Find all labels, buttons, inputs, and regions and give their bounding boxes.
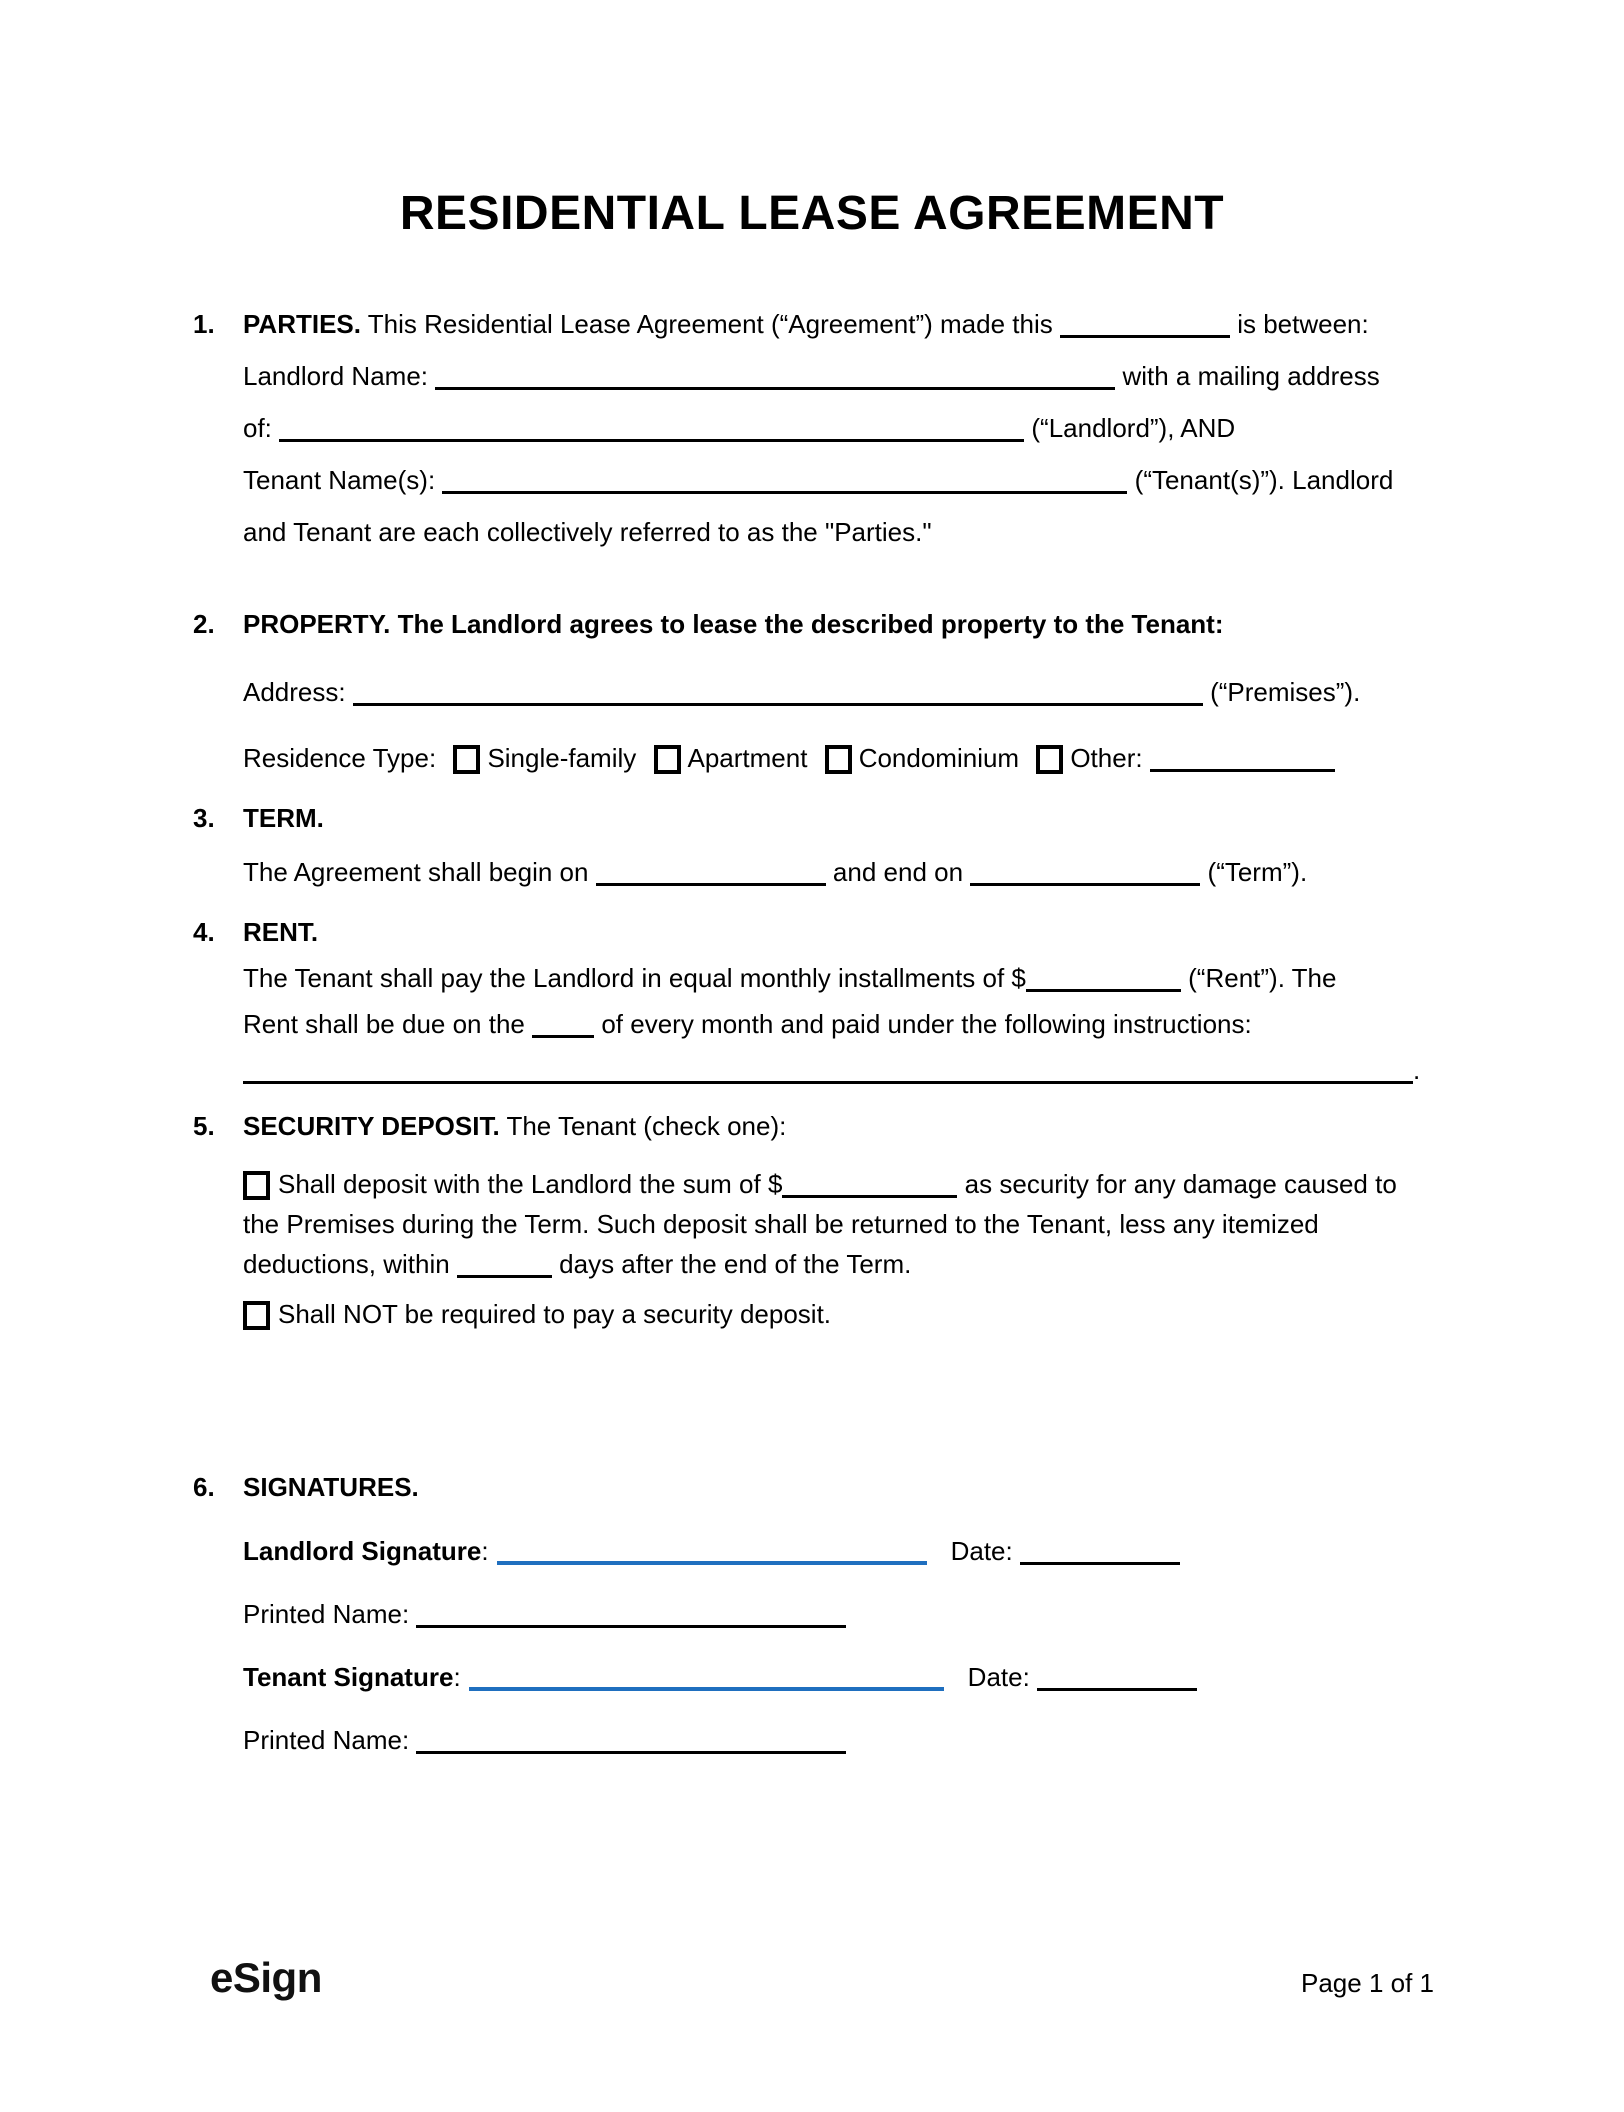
- landlord-name-line: [243, 356, 1440, 396]
- deposit-option-1-pre: Shall deposit with the Landlord the sum of $: [278, 1169, 783, 1199]
- esign-logo: eSign: [210, 1954, 322, 2001]
- parties-closing-line: and Tenant are each collectively referred to as the "Parties.": [243, 517, 932, 547]
- tenant-printed-name-line: [243, 1720, 1440, 1760]
- deposit-return-days-blank[interactable]: [457, 1248, 552, 1278]
- rent-heading: RENT.: [243, 917, 319, 947]
- landlord-date-blank[interactable]: [1020, 1535, 1180, 1565]
- other-residence-blank[interactable]: [1150, 742, 1335, 772]
- section-number: 6.: [193, 1472, 215, 1502]
- tenant-signature-blank[interactable]: [469, 1661, 944, 1691]
- rent-line-2: [243, 1004, 1440, 1044]
- term-pre: The Agreement shall begin on: [243, 857, 589, 887]
- landlord-address-blank[interactable]: [279, 412, 1024, 442]
- rent-amount-blank[interactable]: [1026, 962, 1181, 992]
- address-blank[interactable]: [353, 676, 1203, 706]
- address-post: (“Premises”).: [1210, 677, 1361, 707]
- rent-due-post: of every month and paid under the following instructions:: [601, 1009, 1252, 1039]
- landlord-signature-label: Landlord Signature: [243, 1536, 482, 1566]
- checkbox-condominium[interactable]: [825, 745, 852, 774]
- section-term: [193, 798, 1440, 892]
- tenant-name-post: (“Tenant(s)”). Landlord: [1134, 465, 1394, 495]
- section-rent: [193, 912, 1440, 1090]
- landlord-printed-name-line: [243, 1594, 1440, 1634]
- checkbox-shall-deposit[interactable]: [243, 1171, 270, 1200]
- landlord-signature-blank[interactable]: [497, 1535, 927, 1565]
- address-line: [243, 672, 1440, 712]
- deposit-intro-line: [243, 1106, 1440, 1146]
- section-number: 2.: [193, 609, 215, 639]
- term-heading: TERM.: [243, 803, 324, 833]
- section-security-deposit: [193, 1106, 1440, 1334]
- parties-heading: PARTIES.: [243, 309, 361, 339]
- deposit-heading: SECURITY DEPOSIT.: [243, 1111, 500, 1141]
- of-label: of:: [243, 413, 272, 443]
- payment-instructions-blank[interactable]: [243, 1054, 1413, 1084]
- checkbox-other[interactable]: [1036, 745, 1063, 774]
- deposit-option-1-post: days after the end of the Term.: [559, 1249, 912, 1279]
- checkbox-apartment[interactable]: [654, 745, 681, 774]
- document-body: [193, 304, 1440, 1760]
- tenant-printed-name-blank[interactable]: [416, 1724, 846, 1754]
- option-single-family-label: Single-family: [487, 743, 637, 773]
- property-heading: PROPERTY.: [243, 609, 391, 639]
- rent-line-1: [243, 958, 1440, 998]
- tenant-signature-label: Tenant Signature: [243, 1662, 454, 1692]
- tenant-name-blank[interactable]: [442, 464, 1127, 494]
- printed-name-label: Printed Name:: [243, 1725, 410, 1755]
- section-number: 5.: [193, 1111, 215, 1141]
- tenant-date-blank[interactable]: [1037, 1661, 1197, 1691]
- deposit-option-1: [243, 1164, 1440, 1284]
- parties-intro-line: [243, 304, 1440, 344]
- landlord-name-label: Landlord Name:: [243, 361, 428, 391]
- residence-type-line: [243, 738, 1440, 778]
- property-intro-line: [243, 604, 1440, 644]
- property-intro: The Landlord agrees to lease the described property to the Tenant:: [397, 609, 1224, 639]
- parties-intro-pre: This Residential Lease Agreement (“Agreement”) made this: [367, 309, 1053, 339]
- tenant-name-label: Tenant Name(s):: [243, 465, 436, 495]
- section-parties: [193, 304, 1440, 552]
- rent-amount-post: (“Rent”). The: [1188, 963, 1337, 993]
- term-mid: and end on: [832, 857, 964, 887]
- section-number: 4.: [193, 917, 215, 947]
- tenant-name-line: [243, 460, 1440, 500]
- made-this-date-blank[interactable]: [1060, 308, 1230, 338]
- rent-line-period: .: [1413, 1055, 1421, 1085]
- landlord-name-post: with a mailing address: [1122, 361, 1380, 391]
- tenant-signature-line: [243, 1657, 1440, 1697]
- checkbox-no-deposit[interactable]: [243, 1301, 270, 1330]
- deposit-option-2: [243, 1294, 1440, 1334]
- section-number: 3.: [193, 803, 215, 833]
- option-other-label: Other:: [1070, 743, 1143, 773]
- signatures-heading: SIGNATURES.: [243, 1472, 419, 1502]
- rent-due-pre: Rent shall be due on the: [243, 1009, 525, 1039]
- parties-intro-post: is between:: [1237, 309, 1369, 339]
- option-condominium-label: Condominium: [858, 743, 1020, 773]
- option-apartment-label: Apartment: [687, 743, 808, 773]
- deposit-option-1-mid: as security for any damage caused to the Premises during the Term. Such deposit shall be returned to the Tenant, less any itemized deductions, within: [243, 1169, 1397, 1279]
- section-property: [193, 604, 1440, 778]
- term-end-date-blank[interactable]: [970, 856, 1200, 886]
- rent-instructions-line: [243, 1050, 1440, 1090]
- date-label: Date:: [950, 1536, 1013, 1566]
- rent-amount-pre: The Tenant shall pay the Landlord in equal monthly installments of $: [243, 963, 1026, 993]
- term-start-date-blank[interactable]: [596, 856, 826, 886]
- residence-type-label: Residence Type:: [243, 743, 437, 773]
- rent-due-day-blank[interactable]: [532, 1008, 594, 1038]
- landlord-printed-name-blank[interactable]: [416, 1598, 846, 1628]
- landlord-address-line: [243, 408, 1440, 448]
- address-label: Address:: [243, 677, 346, 707]
- checkbox-single-family[interactable]: [453, 745, 480, 774]
- section-signatures: [193, 1467, 1440, 1760]
- page-number-label: Page 1 of 1: [1301, 1968, 1434, 1998]
- page-footer: [210, 1956, 1434, 2003]
- page-title: RESIDENTIAL LEASE AGREEMENT: [399, 187, 1225, 240]
- term-post: (“Term”).: [1207, 857, 1308, 887]
- of-post: (“Landlord”), AND: [1031, 413, 1236, 443]
- date-label: Date:: [967, 1662, 1030, 1692]
- colon: :: [453, 1662, 461, 1692]
- deposit-intro: The Tenant (check one):: [506, 1111, 787, 1141]
- landlord-signature-line: [243, 1531, 1440, 1571]
- section-number: 1.: [193, 309, 215, 339]
- term-body-line: [243, 852, 1440, 892]
- colon: :: [481, 1536, 489, 1566]
- printed-name-label: Printed Name:: [243, 1599, 410, 1629]
- deposit-amount-blank[interactable]: [782, 1168, 957, 1198]
- deposit-option-2-label: Shall NOT be required to pay a security deposit.: [278, 1299, 832, 1329]
- landlord-name-blank[interactable]: [435, 360, 1115, 390]
